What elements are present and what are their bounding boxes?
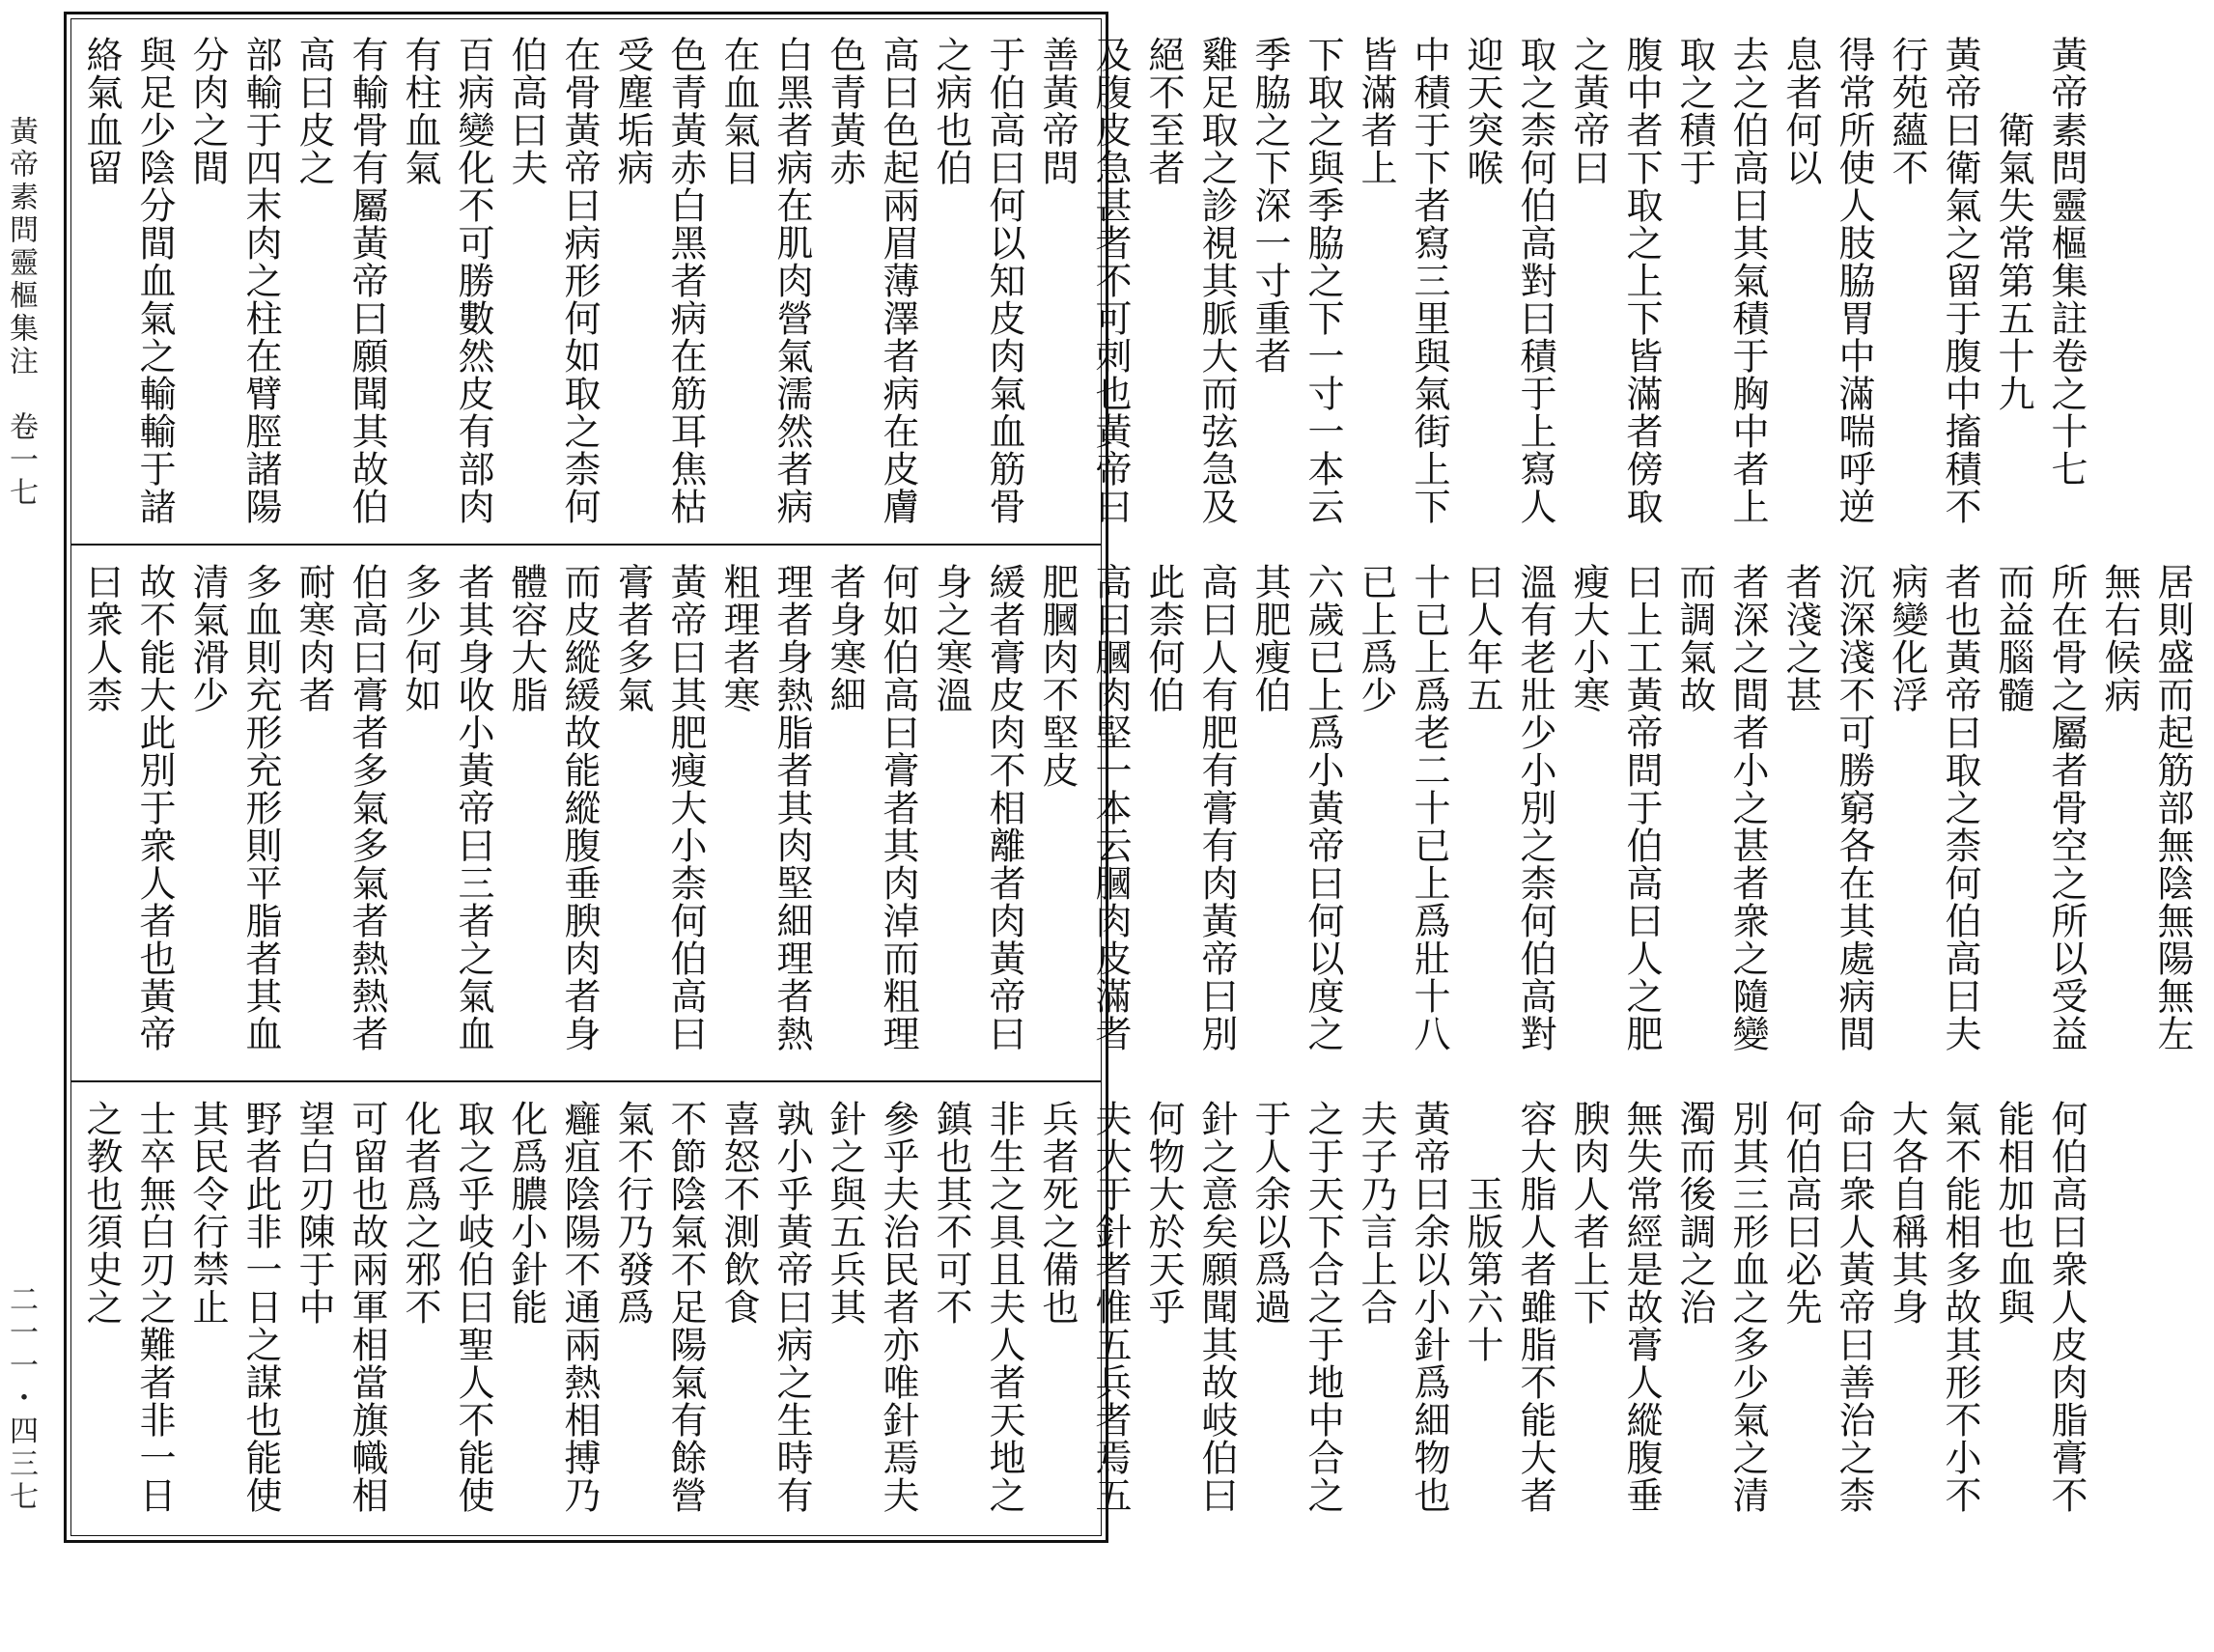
page-number-margin: 二一一・四三七	[4, 1284, 38, 1514]
register-top	[74, 22, 2088, 540]
text-column: 者其身收小黃帝曰三者之氣血多少何如	[399, 563, 494, 1052]
text-column: 者也黃帝曰取之柰何伯高曰夫病變化浮	[1886, 563, 1981, 1052]
text-column: 玉版第六十	[1461, 1100, 1503, 1363]
text-column: 腹中者下取之上下皆滿者傍取之黃帝曰	[1567, 36, 1663, 525]
text-column: 高曰膕肉堅一本云膕肉皮滿者肥膕肉不堅皮	[1036, 563, 1132, 1052]
text-column: 所在骨之屬者骨空之所以受益而益腦髓	[1992, 563, 2088, 1052]
text-column: 與足少陰分間血氣之輸輸于諸絡氣血留	[80, 36, 176, 525]
text-column: 中積于下者寫三里與氣街上下皆滿者上	[1355, 36, 1450, 525]
text-column: 非生之具且夫人者天地之鎮也其不可不	[930, 1100, 1025, 1514]
text-block-middle	[74, 549, 2214, 1077]
text-column: 沉深淺不可勝窮各在其處病間者淺之甚	[1780, 563, 1875, 1052]
text-column: 何伯高曰衆人皮肉脂膏不能相加也血與	[1992, 1100, 2088, 1514]
text-column: 百病變化不可勝數然皮有部肉有柱血氣	[399, 36, 494, 525]
text-column: 得常所使人肢脇胃中滿喘呼逆息者何以	[1780, 36, 1875, 525]
text-column: 白黑者病在肌肉營氣濡然者病在血氣目	[717, 36, 813, 525]
register-middle	[74, 549, 2194, 1077]
text-column: 之于天下合之于地中合之于人余以爲過	[1248, 1100, 1344, 1514]
text-column: 衛氣失常第五十九	[1992, 36, 2034, 412]
text-column: 黃帝曰衛氣之留于腹中搐積不行苑蘊不	[1886, 36, 1981, 525]
register-bottom	[74, 1086, 2088, 1530]
text-column: 針之意矣願聞其故岐伯曰何物大於天乎	[1142, 1100, 1238, 1514]
text-column: 參乎夫治民者亦唯針焉夫針之與五兵其	[824, 1100, 919, 1514]
text-block-top	[74, 22, 2108, 540]
text-column: 伯高曰膏者多氣多氣者熱熱者耐寒肉者	[293, 563, 388, 1052]
text-column: 取之柰何伯高對曰積于上寫人迎天突喉	[1461, 36, 1556, 525]
text-column: 氣不能相多故其形不小不大各自稱其身	[1886, 1100, 1981, 1514]
text-column: 黃帝曰余以小針爲細物也夫子乃言上合	[1355, 1100, 1450, 1514]
text-column: 高曰人有肥有膏有肉黃帝曰別此柰何伯	[1142, 563, 1238, 1052]
text-column: 十已上爲老二十已上爲壯十八已上爲少	[1355, 563, 1450, 1052]
register-divider	[70, 544, 1102, 546]
register-divider	[70, 1080, 1102, 1082]
text-column: 溫有老壯少小別之柰何伯高對曰人年五	[1461, 563, 1556, 1052]
text-column: 而皮縱緩故能縱腹垂腴肉者身體容大脂	[505, 563, 601, 1052]
text-column: 黃帝曰其肥瘦大小柰何伯高曰膏者多氣	[611, 563, 707, 1052]
text-column: 在骨黃帝曰病形何如取之柰何伯高曰夫	[505, 36, 601, 525]
book-title-margin: 黃帝素問靈樞集注 卷一七	[4, 116, 38, 510]
text-column: 多血則充形充形則平脂者其血清氣滑少	[186, 563, 282, 1052]
text-column: 色青黃赤白黑者病在筋耳焦枯受塵垢病	[611, 36, 707, 525]
text-column: 理者身熱脂者其肉堅細理者熱粗理者寒	[717, 563, 813, 1052]
text-column: 居則盛而起筋部無陰無陽無左無右候病	[2098, 563, 2194, 1052]
text-column: 命曰衆人黃帝曰善治之柰何伯高曰必先	[1780, 1100, 1875, 1514]
text-column: 夫大于針者惟五兵者焉五兵者死之備也	[1036, 1100, 1132, 1514]
text-column: 雞足取之診視其脈大而弦急及絕不至者	[1142, 36, 1238, 525]
text-column: 于伯高曰何以知皮肉氣血筋骨之病也伯	[930, 36, 1025, 525]
text-column: 士卒無白刃之難者非一日之教也須史之	[80, 1100, 176, 1514]
text-column: 有輸骨有屬黃帝曰願聞其故伯高曰皮之	[293, 36, 388, 525]
text-column: 何如伯高曰膏者其肉淖而粗理者身寒細	[824, 563, 919, 1052]
text-column: 者深之間者小之甚者衆之隨變而調氣故	[1673, 563, 1769, 1052]
text-column: 野者此非一日之謀也能使其民令行禁止	[186, 1100, 282, 1514]
text-column: 下取之與季脇之下一寸一本云季脇之下深一寸重者	[1248, 36, 1344, 525]
text-column: 黃帝素問靈樞集註卷之十七	[2045, 36, 2088, 488]
text-column: 及腹皮急甚者不可刺也黃帝曰善黃帝問	[1036, 36, 1132, 525]
text-column: 癰疽陰陽不通兩熱相搏乃化爲膿小針能	[505, 1100, 601, 1514]
text-column: 容大脂人者雖脂不能大者	[1514, 1100, 1556, 1514]
text-column: 去之伯高曰其氣積于胸中者上取之積于	[1673, 36, 1769, 525]
text-column: 曰上工黃帝問于伯高曰人之肥瘦大小寒	[1567, 563, 1663, 1052]
text-column: 部輸于四末肉之柱在臂脛諸陽分肉之間	[186, 36, 282, 525]
text-column: 不節陰氣不足陽氣有餘營氣不行乃發爲	[611, 1100, 707, 1514]
text-column: 可留也故兩軍相當旗幟相望白刃陳于中	[293, 1100, 388, 1514]
text-column: 緩者膏皮肉不相離者肉黃帝曰身之寒溫	[930, 563, 1025, 1052]
text-column: 六歲已上爲小黃帝曰何以度之其肥瘦伯	[1248, 563, 1344, 1052]
text-block-bottom	[74, 1086, 2108, 1530]
text-column: 孰小乎黃帝曰病之生時有喜怒不測飲食	[717, 1100, 813, 1514]
text-column: 別其三形血之多少氣之清濁而後調之治	[1673, 1100, 1769, 1514]
text-column: 無失常經是故膏人縱腹垂腴肉人者上下	[1567, 1100, 1663, 1514]
text-column: 高曰色起兩眉薄澤者病在皮膚色青黃赤	[824, 36, 919, 525]
text-column: 故不能大此別于衆人者也黃帝曰衆人柰	[80, 563, 176, 1052]
text-column: 取之乎岐伯曰聖人不能使化者爲之邪不	[399, 1100, 494, 1514]
page-frame	[64, 12, 2194, 1543]
